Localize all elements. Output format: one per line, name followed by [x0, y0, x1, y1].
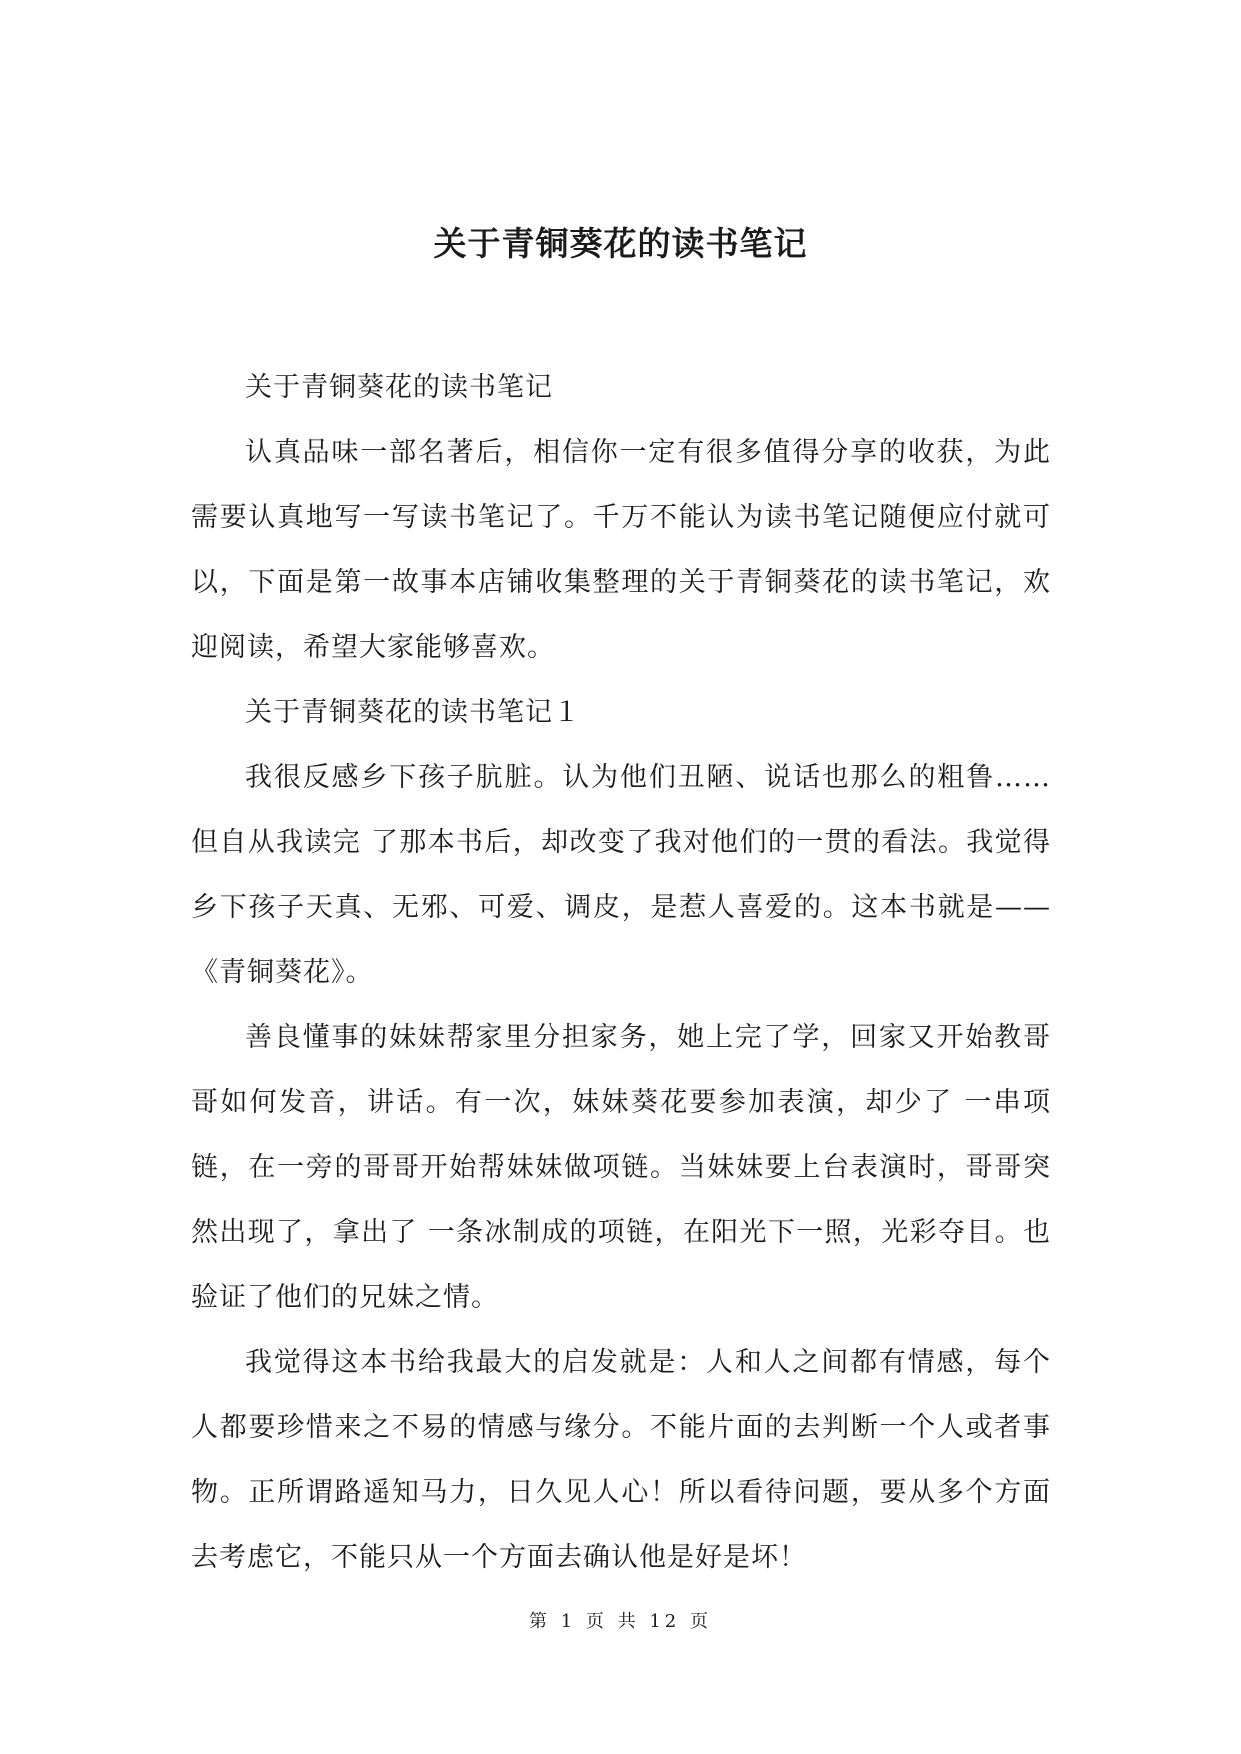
- paragraph-section-heading: 关于青铜葵花的读书笔记１: [245, 697, 581, 728]
- document-title: 关于青铜葵花的读书笔记: [433, 224, 808, 263]
- paragraph-intro: 认真品味一部名著后，相信你一定有很多值得分享的收获，为此需要认真地写一写读书笔记了。千万不能认为读书笔记随便应付就可以，下面是第一故事本店铺收集整理的关于青铜葵花的读书笔记，欢迎阅读，希望大家能够喜欢。: [191, 437, 1051, 663]
- paragraph-body: 我很反感乡下孩子肮脏。认为他们丑陋、说话也那么的粗鲁……但自从我读完 了那本书后，却改变了我对他们的一贯的看法。我觉得乡下孩子天真、无邪、可爱、调皮，是惹人喜爱的。这本书就是——《青铜葵花》。: [191, 762, 1051, 988]
- paragraph-body: 善良懂事的妹妹帮家里分担家务，她上完了学，回家又开始教哥哥如何发音，讲话。有一次，妹妹葵花要参加表演，却少了 一串项链，在一旁的哥哥开始帮妹妹做项链。当妹妹要上台表演时，哥哥突然出现了，拿出了 一条冰制成的项链，在阳光下一照，光彩夺目。也验证了他们的兄妹之情。: [191, 1022, 1051, 1313]
- paragraph-subtitle: 关于青铜葵花的读书笔记: [245, 372, 553, 403]
- paragraph-body: 我觉得这本书给我最大的启发就是：人和人之间都有情感，每个人都要珍惜来之不易的情感与缘分。不能片面的去判断一个人或者事物。正所谓路遥知马力，日久见人心！所以看待问题，要从多个方面去考虑它，不能只从一个方面去确认他是好是坏！: [191, 1347, 1051, 1573]
- document-body: [191, 355, 1051, 1590]
- page-number-footer: 第 1 页 共 12 页: [529, 1611, 712, 1632]
